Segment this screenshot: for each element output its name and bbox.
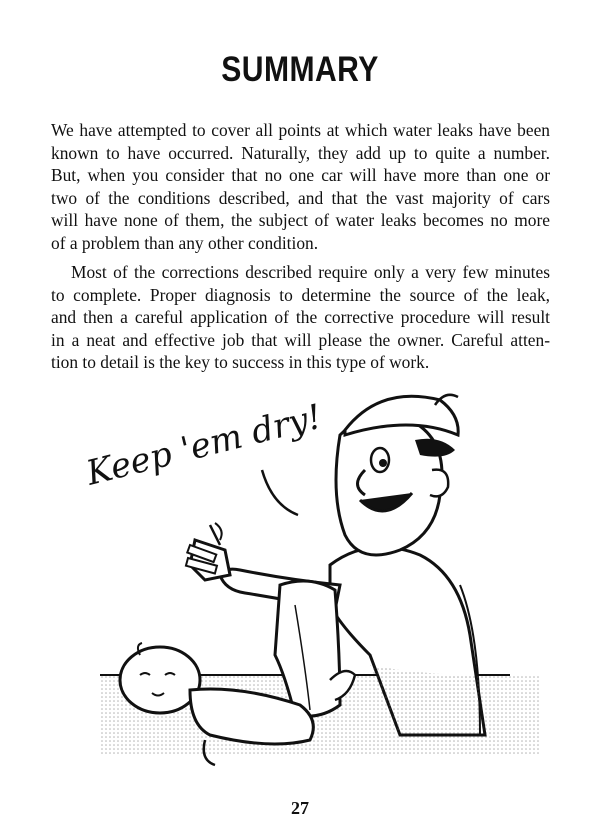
text-line: to complete. Proper diagnosis to determine the source of the leak, — [51, 284, 550, 305]
text-line: But, when you consider that no one car will have more than one or — [51, 165, 550, 185]
cartoon-illustration — [40, 375, 560, 795]
page-title: SUMMARY — [221, 50, 379, 89]
text-line: two of the conditions described, and that the vast majority of cars — [51, 187, 550, 208]
text-line: Most of the corrections described require only a very few minutes — [71, 262, 550, 282]
text-line: and then a careful application of the corrective procedure will result — [51, 307, 550, 327]
text-line: in a neat and effective job that will please the owner. Careful atten- — [51, 329, 550, 350]
paragraph-2 — [51, 261, 550, 374]
page-number: 27 — [291, 798, 309, 818]
mechanic-head — [336, 415, 442, 555]
text-line: tion to detail is the key to success in this type of work. — [51, 352, 430, 372]
text-line: We have attempted to cover all points at which water leaks have been — [51, 120, 550, 140]
caption-text: Keep 'em dry! — [82, 396, 326, 494]
text-line: of a problem than any other condition. — [51, 232, 319, 253]
text-line: known to have occurred. Naturally, they add up to quite a number. — [51, 142, 550, 163]
speech-line — [262, 470, 298, 515]
paragraph-1 — [51, 119, 550, 254]
text-line: will have none of them, the subject of water leaks becomes no more — [51, 210, 550, 230]
baby-head — [120, 647, 200, 713]
